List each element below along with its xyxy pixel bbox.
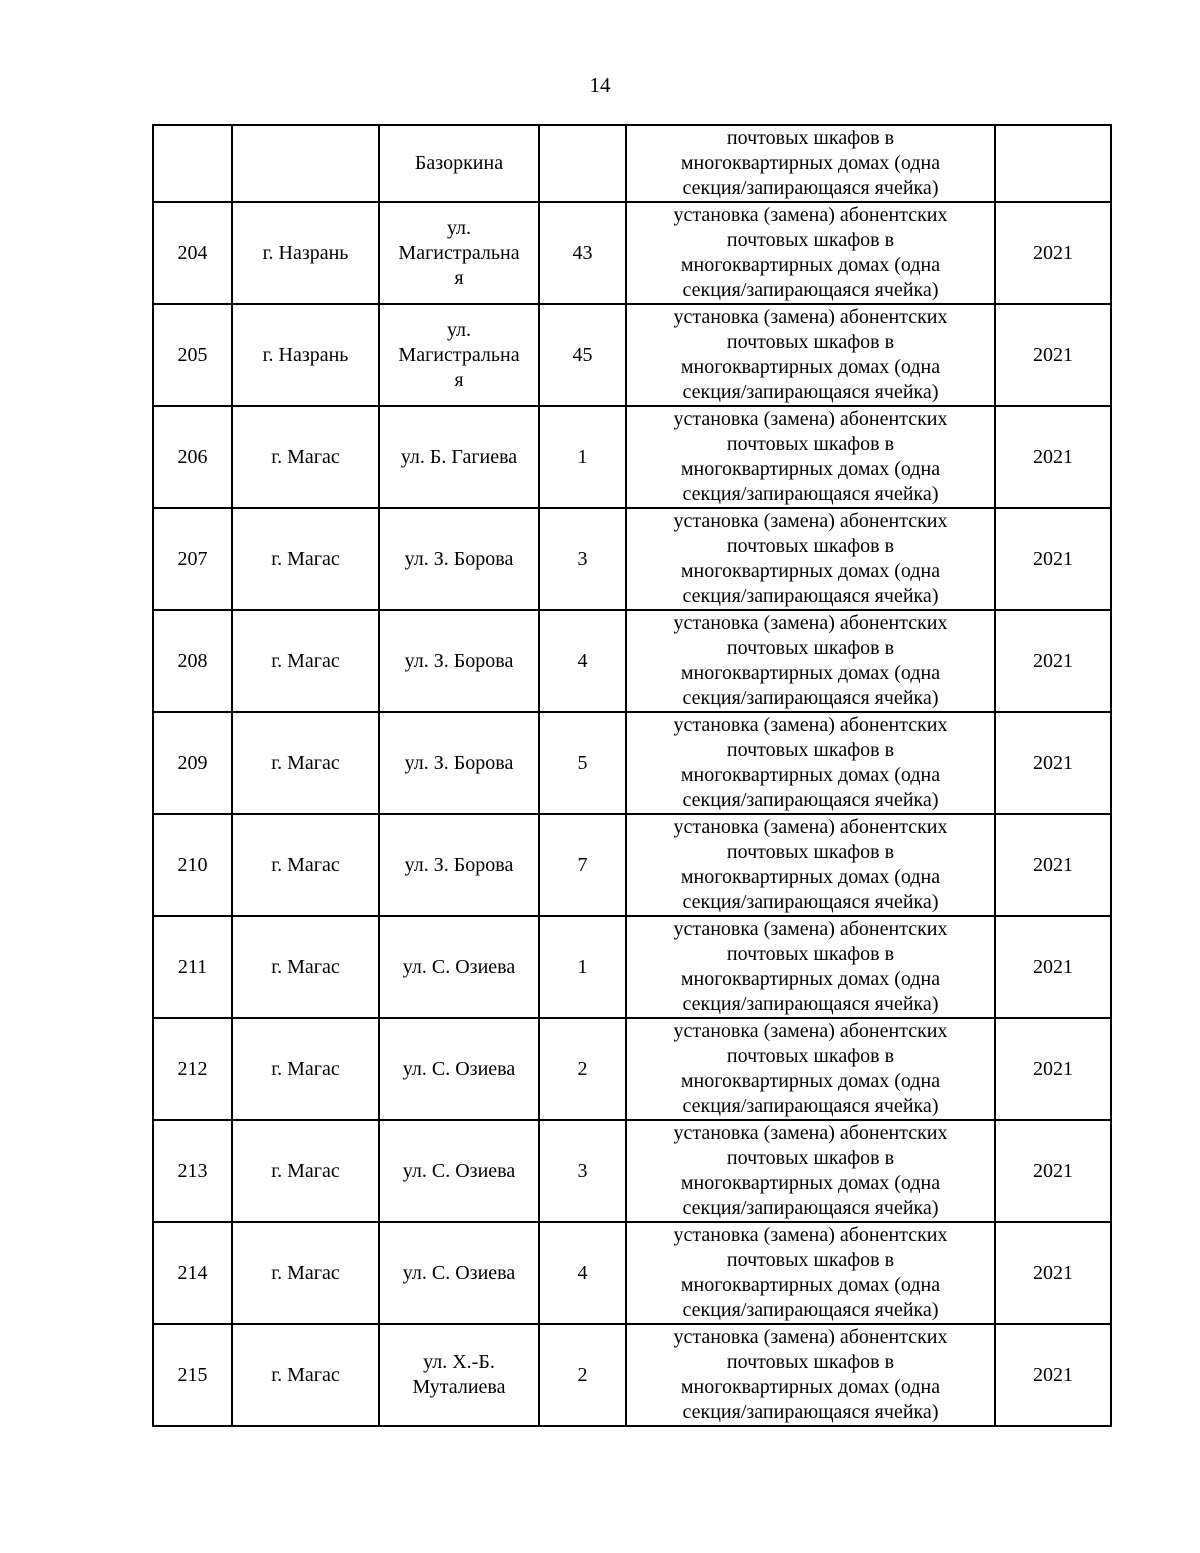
cell-street xyxy=(379,406,539,508)
cell-year-text: 2021 xyxy=(1033,343,1073,366)
cell-street-text: Базоркина xyxy=(414,152,504,174)
cell-year xyxy=(995,1120,1111,1222)
cell-work-text: установка (замена) абонентских почтовых шкафов в многоквартирных домах (одна секция/запирающаяся ячейка) xyxy=(673,1122,948,1219)
cell-work xyxy=(626,202,995,304)
table-row xyxy=(153,406,1111,508)
cell-year-text: 2021 xyxy=(1033,955,1073,978)
table-row xyxy=(153,1324,1111,1426)
cell-house xyxy=(539,610,626,712)
cell-city xyxy=(232,1018,379,1120)
cell-house xyxy=(539,406,626,508)
cell-city-text: г. Назрань xyxy=(262,343,349,366)
cell-city-text: г. Магас xyxy=(271,955,340,978)
cell-street xyxy=(379,1018,539,1120)
cell-number xyxy=(153,406,232,508)
cell-work-text: установка (замена) абонентских почтовых шкафов в многоквартирных домах (одна секция/запирающаяся ячейка) xyxy=(673,714,948,811)
cell-number xyxy=(153,125,232,202)
cell-work xyxy=(626,1222,995,1324)
cell-number-text: 212 xyxy=(177,1057,208,1080)
table-row xyxy=(153,1120,1111,1222)
cell-house xyxy=(539,1018,626,1120)
cell-street-text: ул. С. Озиева xyxy=(402,1057,516,1080)
table-row xyxy=(153,1222,1111,1324)
cell-work-text: почтовых шкафов в многоквартирных домах (одна секция/запирающаяся ячейка) xyxy=(680,127,941,199)
cell-work xyxy=(626,1120,995,1222)
cell-house-text: 43 xyxy=(572,241,593,264)
cell-city-text: г. Магас xyxy=(271,1159,340,1182)
cell-house xyxy=(539,712,626,814)
cell-street-text: ул. З. Борова xyxy=(404,649,514,672)
cell-city-text: г. Магас xyxy=(271,649,340,672)
cell-year-text: 2021 xyxy=(1033,1261,1073,1284)
cell-house-text: 5 xyxy=(577,751,588,774)
table-row xyxy=(153,304,1111,406)
cell-work-text: установка (замена) абонентских почтовых шкафов в многоквартирных домах (одна секция/запирающаяся ячейка) xyxy=(673,816,948,913)
cell-work xyxy=(626,125,995,202)
cell-number-text: 209 xyxy=(177,751,208,774)
cell-city xyxy=(232,1222,379,1324)
cell-number-text: 213 xyxy=(177,1159,208,1182)
cell-house-text: 7 xyxy=(577,853,588,876)
cell-work-text: установка (замена) абонентских почтовых шкафов в многоквартирных домах (одна секция/запирающаяся ячейка) xyxy=(673,1020,948,1117)
cell-year xyxy=(995,712,1111,814)
cell-street xyxy=(379,1324,539,1426)
cell-year-text: 2021 xyxy=(1033,1057,1073,1080)
cell-year-text: 2021 xyxy=(1033,751,1073,774)
cell-street-text: ул. З. Борова xyxy=(404,853,514,876)
cell-street xyxy=(379,916,539,1018)
cell-number xyxy=(153,712,232,814)
cell-work-text: установка (замена) абонентских почтовых шкафов в многоквартирных домах (одна секция/запирающаяся ячейка) xyxy=(673,918,948,1015)
cell-work xyxy=(626,508,995,610)
table-row xyxy=(153,1018,1111,1120)
cell-house xyxy=(539,1120,626,1222)
cell-city xyxy=(232,610,379,712)
cell-house-text: 4 xyxy=(577,649,588,672)
cell-work xyxy=(626,1324,995,1426)
cell-number xyxy=(153,304,232,406)
cell-number-text: 214 xyxy=(177,1261,208,1284)
cell-city-text: г. Магас xyxy=(271,1261,340,1284)
cell-street-text: ул. Х.-Б. Муталиева xyxy=(412,1351,506,1398)
cell-city-text: г. Магас xyxy=(271,1057,340,1080)
cell-year xyxy=(995,202,1111,304)
cell-street-text: ул. С. Озиева xyxy=(402,1261,516,1284)
cell-street xyxy=(379,1222,539,1324)
cell-number xyxy=(153,610,232,712)
cell-city xyxy=(232,814,379,916)
table-row xyxy=(153,916,1111,1018)
cell-work xyxy=(626,712,995,814)
cell-street-text: ул. С. Озиева xyxy=(402,1159,516,1182)
cell-work-text: установка (замена) абонентских почтовых шкафов в многоквартирных домах (одна секция/запирающаяся ячейка) xyxy=(673,306,948,403)
cell-number xyxy=(153,1222,232,1324)
cell-street xyxy=(379,1120,539,1222)
cell-street-text: ул. Б. Гагиева xyxy=(400,445,518,468)
cell-city xyxy=(232,916,379,1018)
cell-year xyxy=(995,406,1111,508)
cell-year-text: 2021 xyxy=(1033,445,1073,468)
cell-house-text: 45 xyxy=(572,343,593,366)
cell-year-text: 2021 xyxy=(1033,853,1073,876)
cell-house-text: 2 xyxy=(577,1363,588,1386)
table-row xyxy=(153,508,1111,610)
cell-year xyxy=(995,304,1111,406)
table-row xyxy=(153,202,1111,304)
cell-city xyxy=(232,1120,379,1222)
cell-street xyxy=(379,712,539,814)
cell-house-text: 1 xyxy=(577,955,588,978)
cell-street-text: ул. С. Озиева xyxy=(402,955,516,978)
cell-street-text: ул. Магистральна я xyxy=(398,318,520,391)
cell-year-text: 2021 xyxy=(1033,241,1073,264)
cell-city xyxy=(232,1324,379,1426)
cell-work xyxy=(626,406,995,508)
cell-city xyxy=(232,508,379,610)
cell-number-text: 205 xyxy=(177,343,208,366)
cell-work-text: установка (замена) абонентских почтовых шкафов в многоквартирных домах (одна секция/запирающаяся ячейка) xyxy=(673,1326,948,1423)
cell-house xyxy=(539,1324,626,1426)
cell-city xyxy=(232,304,379,406)
cell-city-text: г. Магас xyxy=(271,751,340,774)
cell-year-text: 2021 xyxy=(1033,649,1073,672)
cell-number xyxy=(153,1018,232,1120)
cell-city-text: г. Магас xyxy=(271,853,340,876)
cell-number-text: 211 xyxy=(177,955,208,978)
table-body xyxy=(153,125,1111,1426)
cell-street xyxy=(379,125,539,202)
cell-house xyxy=(539,814,626,916)
cell-street-text: ул. З. Борова xyxy=(404,547,514,570)
cell-house xyxy=(539,304,626,406)
cell-year xyxy=(995,125,1111,202)
cell-house xyxy=(539,508,626,610)
cell-city xyxy=(232,406,379,508)
cell-house-text: 3 xyxy=(577,547,588,570)
cell-number xyxy=(153,202,232,304)
cell-year xyxy=(995,1222,1111,1324)
cell-work xyxy=(626,1018,995,1120)
cell-street xyxy=(379,508,539,610)
cell-work-text: установка (замена) абонентских почтовых шкафов в многоквартирных домах (одна секция/запирающаяся ячейка) xyxy=(673,510,948,607)
cell-number-text: 206 xyxy=(177,445,208,468)
cell-year xyxy=(995,610,1111,712)
cell-number xyxy=(153,1120,232,1222)
cell-year-text: 2021 xyxy=(1033,547,1073,570)
page-number: 14 xyxy=(589,73,611,97)
cell-city xyxy=(232,712,379,814)
cell-work-text: установка (замена) абонентских почтовых шкафов в многоквартирных домах (одна секция/запирающаяся ячейка) xyxy=(673,204,948,301)
cell-street-text: ул. Магистральна я xyxy=(398,216,520,289)
cell-year xyxy=(995,1324,1111,1426)
cell-year-text: 2021 xyxy=(1033,1363,1073,1386)
cell-house xyxy=(539,202,626,304)
cell-house-text: 4 xyxy=(577,1261,588,1284)
cell-city xyxy=(232,202,379,304)
cell-work xyxy=(626,814,995,916)
cell-city-text: г. Назрань xyxy=(262,241,349,264)
cell-number-text: 215 xyxy=(177,1363,208,1386)
cell-city xyxy=(232,125,379,202)
cell-city-text: г. Магас xyxy=(271,1363,340,1386)
table-row xyxy=(153,712,1111,814)
cell-house xyxy=(539,125,626,202)
cell-year xyxy=(995,1018,1111,1120)
cell-number xyxy=(153,814,232,916)
table-row xyxy=(153,610,1111,712)
cell-number xyxy=(153,1324,232,1426)
cell-work-text: установка (замена) абонентских почтовых шкафов в многоквартирных домах (одна секция/запирающаяся ячейка) xyxy=(673,408,948,505)
cell-city-text: г. Магас xyxy=(271,445,340,468)
cell-work xyxy=(626,610,995,712)
cell-work xyxy=(626,304,995,406)
cell-house-text: 3 xyxy=(577,1159,588,1182)
cell-street xyxy=(379,202,539,304)
cell-street xyxy=(379,304,539,406)
cell-number-text: 208 xyxy=(177,649,208,672)
cell-year-text: 2021 xyxy=(1033,1159,1073,1182)
cell-year xyxy=(995,508,1111,610)
cell-year xyxy=(995,814,1111,916)
cell-city-text: г. Магас xyxy=(271,547,340,570)
cell-number xyxy=(153,508,232,610)
cell-work-text: установка (замена) абонентских почтовых шкафов в многоквартирных домах (одна секция/запирающаяся ячейка) xyxy=(673,612,948,709)
cell-number-text: 207 xyxy=(177,547,208,570)
cell-street xyxy=(379,610,539,712)
addresses-table xyxy=(152,124,1112,1427)
cell-work xyxy=(626,916,995,1018)
cell-street xyxy=(379,814,539,916)
cell-number-text: 210 xyxy=(177,853,208,876)
table-row-continuation xyxy=(153,125,1111,202)
table-row xyxy=(153,814,1111,916)
cell-number xyxy=(153,916,232,1018)
cell-house xyxy=(539,1222,626,1324)
cell-street-text: ул. З. Борова xyxy=(404,751,514,774)
cell-year xyxy=(995,916,1111,1018)
cell-number-text: 204 xyxy=(177,241,208,264)
cell-house-text: 2 xyxy=(577,1057,588,1080)
cell-work-text: установка (замена) абонентских почтовых шкафов в многоквартирных домах (одна секция/запирающаяся ячейка) xyxy=(673,1224,948,1321)
cell-house xyxy=(539,916,626,1018)
cell-house-text: 1 xyxy=(577,445,588,468)
